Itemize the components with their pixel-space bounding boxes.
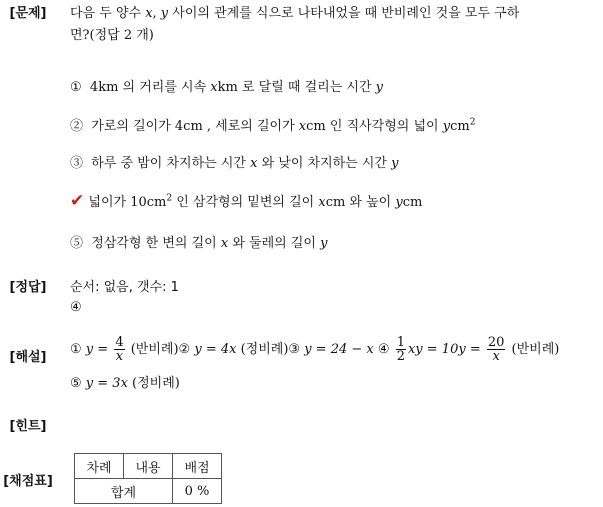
scoring-table xyxy=(74,453,222,504)
option-2[interactable]: ② 가로의 길이가 4cm , 세로의 길이가 xcm 인 직사각형의 넓이 ycm$^2$ xyxy=(70,117,476,134)
answer-label: [정답] xyxy=(9,280,47,295)
answer-line1: 순서: 없음, 갯수: 1 xyxy=(70,280,179,295)
scoring-label: [채점표] xyxy=(3,474,53,489)
option-4[interactable]: ✔ 넓이가 $10cm^2$ 인 삼각형의 밑변의 길이 xcm 와 높이 ycm xyxy=(70,191,423,211)
answer-line2: ④ xyxy=(70,300,82,315)
checkmark-icon: ✔ xyxy=(70,191,85,211)
total-value: 0 % xyxy=(173,479,222,504)
option-1[interactable]: ① 4km 의 거리를 시속 xkm 로 달릴 때 걸리는 시간 y xyxy=(70,80,384,95)
explanation-line2: ⑤ y = 3x (정비례) xyxy=(70,376,180,391)
option-5[interactable]: ⑤ 정삼각형 한 변의 길이 x 와 둘레의 길이 y xyxy=(70,236,328,251)
explanation-line1: ① y = $\frac{4}{x}$ (반비례)② y = 4x (정비례)③ y = 24 − x ④ $\frac{1}{2}$ xy = 10y = $\frac{20}{x}$ (반비례) xyxy=(70,335,560,364)
question-text-line2: 면?(정답 2 개) xyxy=(70,28,154,43)
hint-label: [힌트] xyxy=(9,419,47,434)
table-header: 배점 xyxy=(173,454,222,479)
question-label: [문제] xyxy=(9,6,47,21)
option-3[interactable]: ③ 하루 중 밤이 차지하는 시간 x 와 낮이 차지하는 시간 y xyxy=(70,156,399,171)
question-text-line1: 다음 두 양수 x, y 사이의 관계를 식으로 나타내었을 때 반비례인 것을 모두 구하 xyxy=(70,6,520,21)
table-header: 차례 xyxy=(75,454,124,479)
table-header: 내용 xyxy=(124,454,173,479)
explanation-label: [해설] xyxy=(9,350,47,365)
total-label: 합계 xyxy=(75,479,173,504)
